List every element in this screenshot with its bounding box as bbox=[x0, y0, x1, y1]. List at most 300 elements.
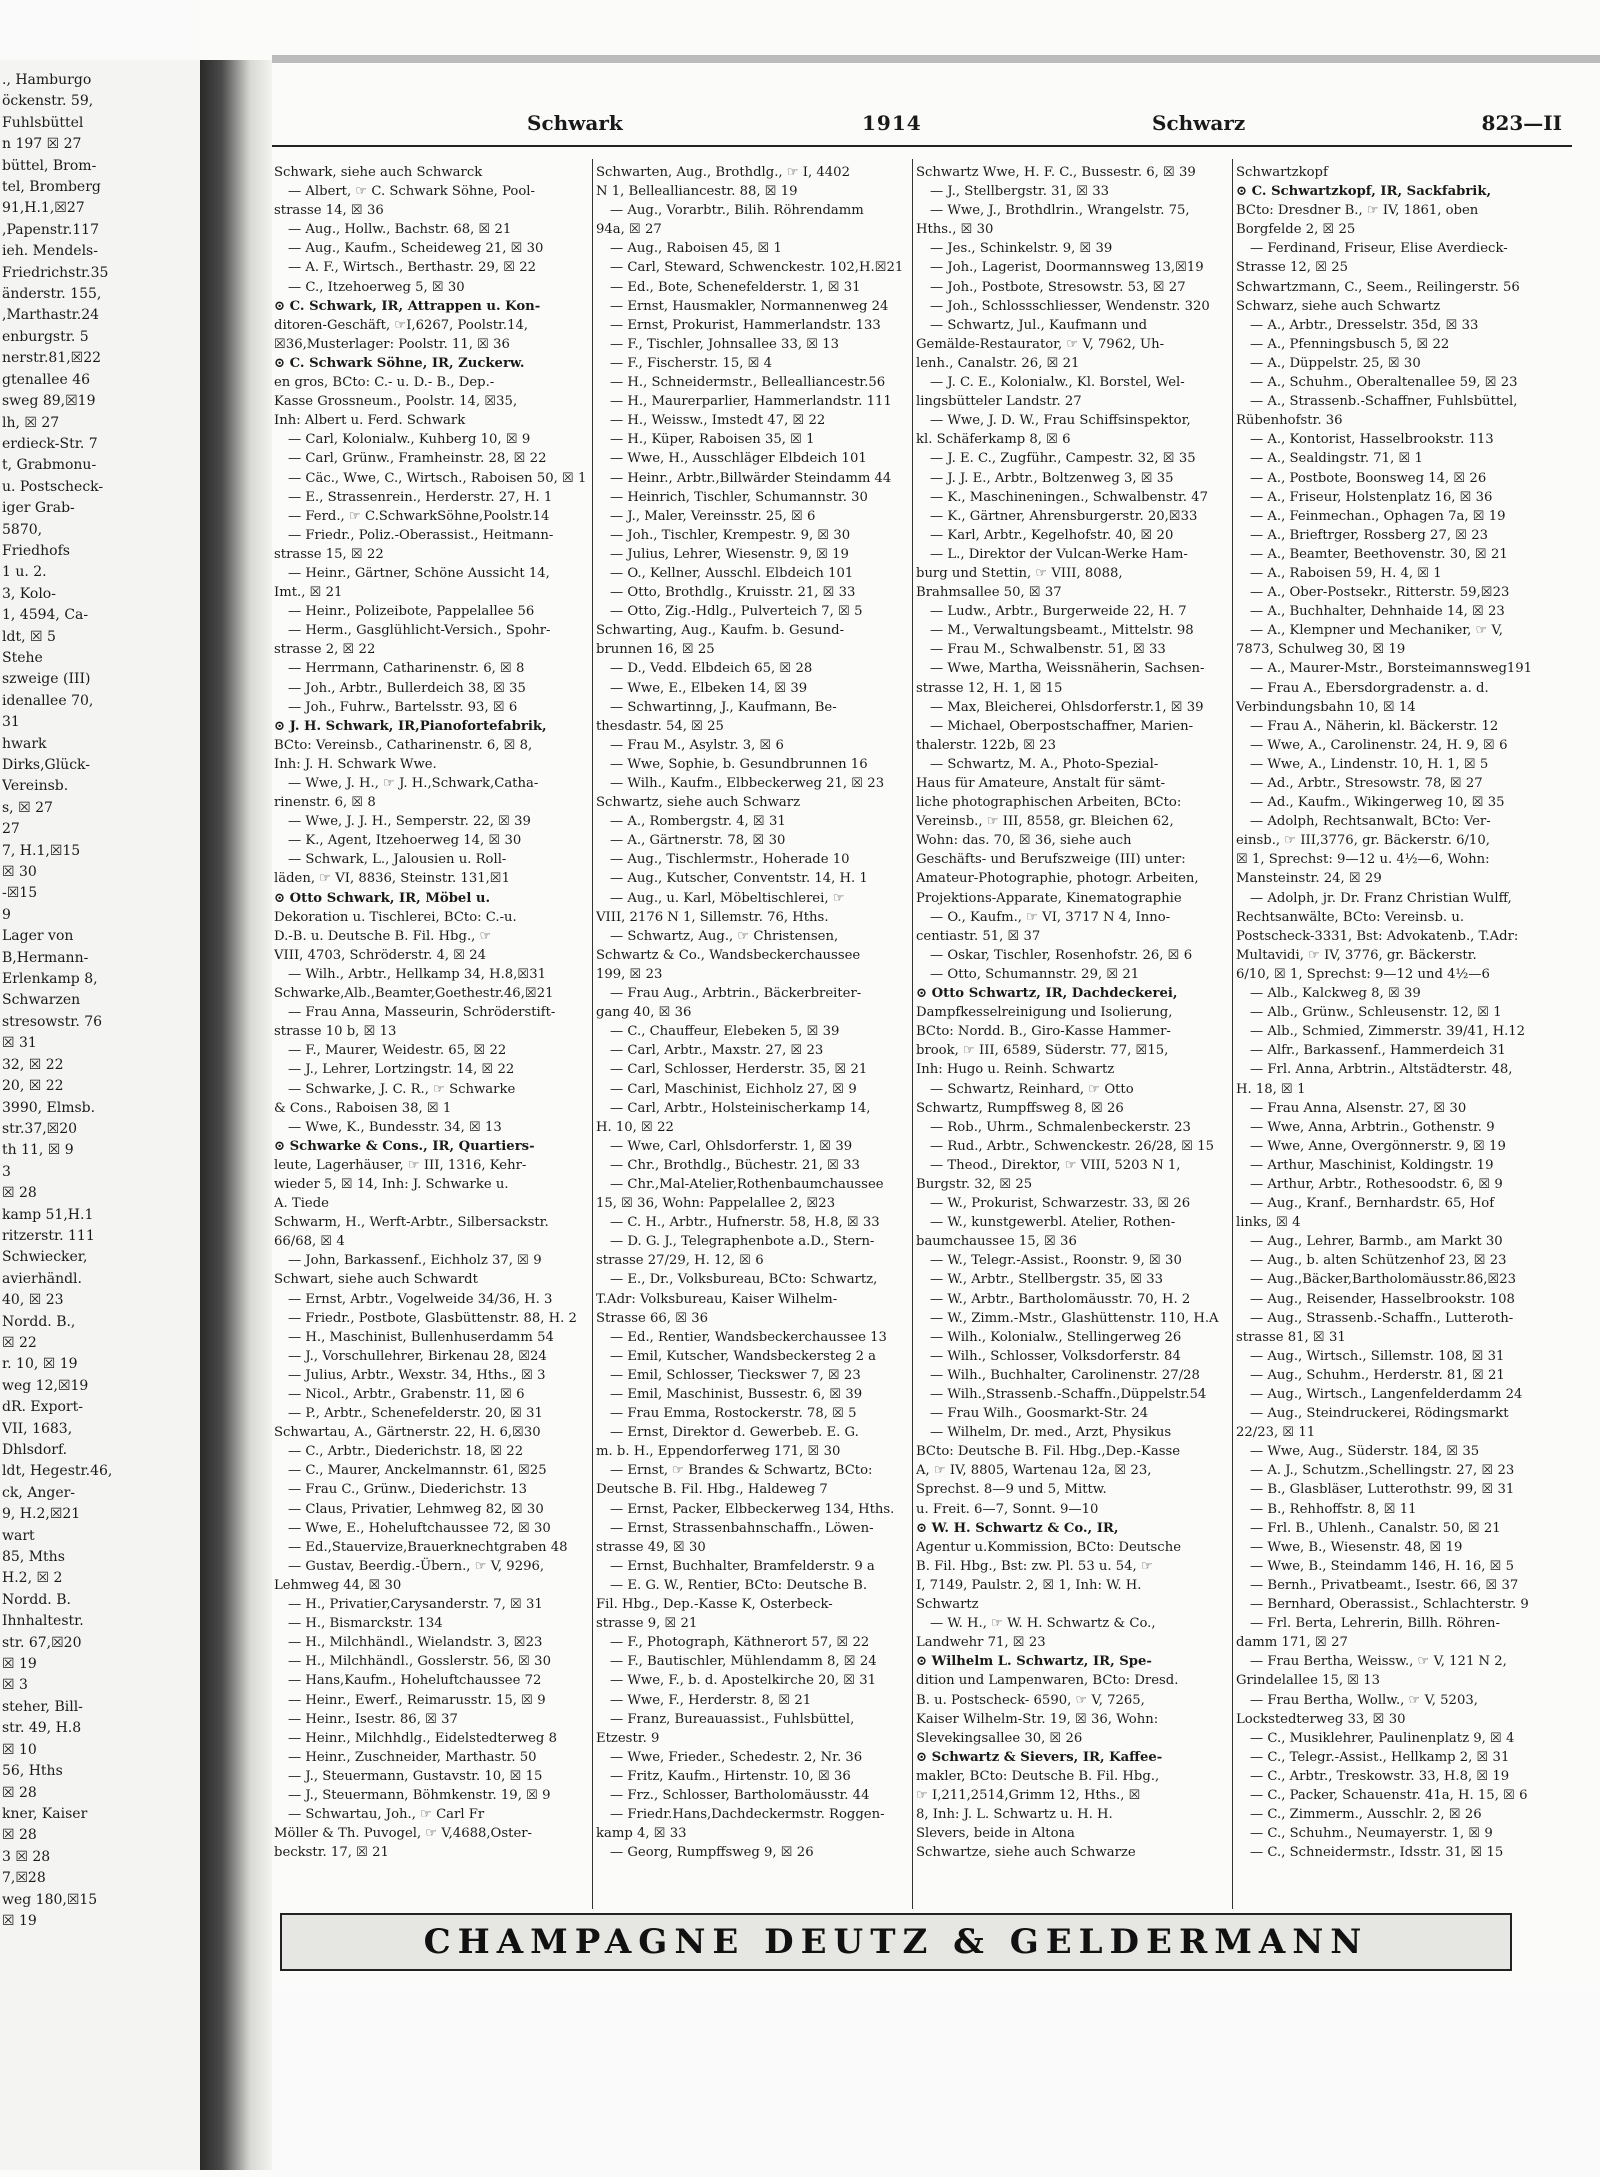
directory-entry-line: strasse 81, ☒ 31 bbox=[1236, 1329, 1346, 1345]
directory-entry-line: H. 18, ☒ 1 bbox=[1236, 1081, 1306, 1097]
directory-entry-line: — Heinr., Polizeibote, Pappelallee 56 bbox=[288, 604, 535, 620]
directory-entry-line: — A. J., Schutzm.,Schellingstr. 27, ☒ 23 bbox=[1250, 1463, 1515, 1479]
advertisement-text: CHAMPAGNE DEUTZ & GELDERMANN bbox=[423, 1922, 1369, 1962]
directory-entry-line: — Schwartau, Joh., ☞ Carl Fr bbox=[288, 1807, 485, 1823]
fragment-line: 3 bbox=[2, 1163, 11, 1180]
directory-entry-line: BCto: Dresdner B., ☞ IV, 1861, oben bbox=[1236, 203, 1479, 219]
directory-entry-line: liche photographischen Arbeiten, BCto: bbox=[916, 795, 1182, 811]
directory-entry-line: Schwartz bbox=[916, 1597, 979, 1613]
directory-entry-line: — F., Fischerstr. 15, ☒ 4 bbox=[610, 355, 773, 371]
fragment-line: 20, ☒ 22 bbox=[2, 1078, 64, 1095]
fragment-line: 85, Mths bbox=[2, 1549, 65, 1566]
fragment-line: t, Grabmonu- bbox=[2, 457, 97, 474]
directory-entry-line: — Schwark, L., Jalousien u. Roll- bbox=[288, 852, 507, 868]
directory-entry-line: — Alb., Kalckweg 8, ☒ 39 bbox=[1250, 986, 1421, 1002]
fragment-line: iger Grab- bbox=[2, 500, 75, 517]
directory-entry-line: — Wilh., Buchhalter, Carolinenstr. 27/28 bbox=[930, 1367, 1200, 1383]
fragment-line: s, ☒ 27 bbox=[2, 799, 53, 816]
directory-entry-line: — A., Feinmechan., Ophagen 7a, ☒ 19 bbox=[1250, 508, 1506, 524]
fragment-line: 5870, bbox=[2, 521, 43, 538]
directory-entry-line: Schwartzmann, C., Seem., Reilingerstr. 56 bbox=[1236, 279, 1520, 295]
directory-entry-line: burg und Stettin, ☞ VIII, 8088, bbox=[916, 565, 1123, 581]
directory-entry-line: ⊙ J. H. Schwark, IR,Pianofortefabrik, bbox=[274, 718, 547, 734]
directory-entry-line: — Chr.,Mal-Atelier,Rothenbaumchaussee bbox=[610, 1176, 884, 1192]
fragment-line: ☒ 31 bbox=[2, 1035, 37, 1052]
directory-entry-line: — Aug., Hollw., Bachstr. 68, ☒ 21 bbox=[288, 222, 512, 238]
directory-entry-line: — Frau Aug., Arbtrin., Bäckerbreiter- bbox=[610, 986, 862, 1002]
directory-entry-line: Agentur u.Kommission, BCto: Deutsche bbox=[916, 1539, 1181, 1555]
directory-entry-line: — Frl. Berta, Lehrerin, Billh. Röhren- bbox=[1250, 1616, 1500, 1632]
directory-entry-line: — H., Schneidermstr., Bellealliancestr.56 bbox=[610, 375, 886, 391]
directory-entry-line: — Adolph, Rechtsanwalt, BCto: Ver- bbox=[1250, 814, 1491, 830]
header-right-keyword: Schwarz bbox=[1152, 111, 1246, 135]
directory-entry-line: — Rob., Uhrm., Schmalenbeckerstr. 23 bbox=[930, 1119, 1191, 1135]
directory-entry-line: — Frl. Anna, Arbtrin., Altstädterstr. 48, bbox=[1250, 1062, 1513, 1078]
directory-entry-line: — W. H., ☞ W. H. Schwartz & Co., bbox=[930, 1616, 1156, 1632]
directory-entry-line: — Aug., Kutscher, Conventstr. 14, H. 1 bbox=[610, 871, 868, 887]
fragment-line: ☒ 28 bbox=[2, 1784, 37, 1801]
directory-entry-line: — Friedr., Postbote, Glasbüttenstr. 88, H. 2 bbox=[288, 1310, 577, 1326]
directory-entry-line: Vereinsb., ☞ III, 8558, gr. Bleichen 62, bbox=[916, 814, 1174, 830]
directory-entry-line: Amateur-Photographie, photogr. Arbeiten, bbox=[916, 871, 1199, 887]
directory-entry-line: ☒36,Musterlager: Poolstr. 11, ☒ 36 bbox=[274, 336, 510, 352]
fragment-line: enburgstr. 5 bbox=[2, 328, 89, 345]
directory-column-1 bbox=[274, 163, 589, 1863]
directory-entry-line: Schwarm, H., Werft-Arbtr., Silbersackstr. bbox=[274, 1215, 549, 1231]
directory-entry-line: — J. J. E., Arbtr., Boltzenweg 3, ☒ 35 bbox=[930, 470, 1174, 486]
fragment-line: str.37,☒20 bbox=[2, 1120, 78, 1137]
directory-entry-line: — Ed., Bote, Schenefelderstr. 1, ☒ 31 bbox=[610, 279, 861, 295]
fragment-line: Dirks,Glück- bbox=[2, 757, 90, 773]
fragment-line: Friedrichstr.35 bbox=[2, 264, 109, 281]
fragment-line: Ihnhaltestr. bbox=[2, 1613, 84, 1630]
directory-entry-line: — Joh., Schlossschliesser, Wendenstr. 320 bbox=[930, 298, 1210, 314]
directory-entry-line: — A., Düppelstr. 25, ☒ 30 bbox=[1250, 355, 1421, 371]
fragment-line: ldt, ☒ 5 bbox=[2, 628, 56, 645]
directory-entry-line: — Otto, Zig.-Hdlg., Pulverteich 7, ☒ 5 bbox=[610, 604, 863, 620]
directory-entry-line: — Arthur, Arbtr., Rothesoodstr. 6, ☒ 9 bbox=[1250, 1176, 1503, 1192]
directory-entry-line: Schwartz, Rumpffsweg 8, ☒ 26 bbox=[916, 1100, 1124, 1116]
directory-entry-line: strasse 10 b, ☒ 13 bbox=[274, 1024, 397, 1040]
directory-entry-line: — Carl, Schlosser, Herderstr. 35, ☒ 21 bbox=[610, 1062, 868, 1078]
directory-entry-line: thesdastr. 54, ☒ 25 bbox=[596, 718, 724, 734]
directory-entry-line: — Ernst, ☞ Brandes & Schwartz, BCto: bbox=[610, 1463, 873, 1479]
directory-entry-line: — Franz, Bureauassist., Fuhlsbüttel, bbox=[610, 1711, 855, 1727]
directory-entry-line: ☒ 1, Sprechst: 9—12 u. 4½—6, Wohn: bbox=[1236, 852, 1490, 868]
directory-entry-line: — Frau A., Ebersdorgradenstr. a. d. bbox=[1250, 680, 1489, 696]
fragment-line: hwark bbox=[2, 735, 47, 752]
directory-entry-line: Verbindungsbahn 10, ☒ 14 bbox=[1236, 699, 1416, 715]
fragment-line: idenallee 70, bbox=[2, 692, 94, 709]
directory-entry-line: Schwartze, siehe auch Schwarze bbox=[916, 1845, 1136, 1861]
directory-entry-line: — Aug., Wirtsch., Langenfelderdamm 24 bbox=[1250, 1387, 1523, 1402]
fragment-line: büttel, Brom- bbox=[2, 157, 97, 174]
fragment-line: sweg 89,☒19 bbox=[2, 393, 96, 410]
directory-entry-line: A. Tiede bbox=[274, 1196, 329, 1212]
directory-entry-line: — Alb., Grünw., Schleusenstr. 12, ☒ 1 bbox=[1250, 1005, 1502, 1021]
directory-entry-line: Grindelallee 15, ☒ 13 bbox=[1236, 1673, 1381, 1689]
directory-entry-line: — A., Schuhm., Oberaltenallee 59, ☒ 23 bbox=[1250, 375, 1518, 391]
directory-entry-line: — F., Maurer, Weidestr. 65, ☒ 22 bbox=[288, 1043, 507, 1059]
directory-entry-line: — J., Vorschullehrer, Birkenau 28, ☒24 bbox=[288, 1348, 547, 1364]
fragment-line: r. 10, ☒ 19 bbox=[2, 1356, 78, 1373]
directory-entry-line: — Ed., Rentier, Wandsbeckerchaussee 13 bbox=[610, 1329, 887, 1345]
directory-entry-line: — J., Maler, Vereinsstr. 25, ☒ 6 bbox=[610, 508, 816, 524]
directory-entry-line: — Frau M., Schwalbenstr. 51, ☒ 33 bbox=[930, 642, 1166, 658]
directory-entry-line: — Joh., Lagerist, Doormannsweg 13,☒19 bbox=[930, 260, 1204, 276]
directory-entry-line: Lockstedterweg 33, ☒ 30 bbox=[1236, 1711, 1406, 1727]
directory-entry-line: kl. Schäferkamp 8, ☒ 6 bbox=[916, 432, 1071, 448]
directory-entry-line bbox=[274, 1862, 589, 1863]
directory-entry-line: strasse 2, ☒ 22 bbox=[274, 642, 376, 658]
directory-entry-line: strasse 12, H. 1, ☒ 15 bbox=[916, 680, 1063, 696]
fragment-line: Erlenkamp 8, bbox=[2, 971, 98, 988]
directory-entry-line: — J. E. C., Zugführ., Campestr. 32, ☒ 35 bbox=[930, 451, 1196, 467]
directory-entry-line: — A. F., Wirtsch., Berthastr. 29, ☒ 22 bbox=[288, 260, 537, 276]
fragment-line: ritzerstr. 111 bbox=[2, 1227, 95, 1244]
directory-entry-line: Sprechst. 8—9 und 5, Mittw. bbox=[916, 1482, 1107, 1498]
directory-entry-line: — Emil, Schlosser, Tieckswег 7, ☒ 23 bbox=[610, 1367, 861, 1383]
fragment-line: stresowstr. 76 bbox=[2, 1013, 103, 1030]
directory-entry-line: läden, ☞ VI, 8836, Steinstr. 131,☒1 bbox=[274, 871, 511, 887]
directory-entry-line: — Joh., Fuhrw., Bartelsstr. 93, ☒ 6 bbox=[288, 699, 518, 715]
directory-entry-line: — Ad., Arbtr., Stresowstr. 78, ☒ 27 bbox=[1250, 776, 1483, 791]
fragment-line: B,Hermann- bbox=[2, 949, 89, 966]
directory-entry-line: — Ferd., ☞ C.SchwarkSöhne,Poolstr.14 bbox=[288, 508, 550, 524]
directory-entry-line: — Alfr., Barkassenf., Hammerdeich 31 bbox=[1250, 1043, 1506, 1059]
directory-entry-line: — Aug., u. Karl, Möbeltischlerei, ☞ bbox=[610, 890, 845, 906]
directory-entry-line: — Karl, Arbtr., Kegelhofstr. 40, ☒ 20 bbox=[930, 527, 1174, 543]
fragment-line: ☒ 30 bbox=[2, 864, 37, 881]
directory-entry-line: — J. C. E., Kolonialw., Kl. Borstel, Wel- bbox=[930, 375, 1185, 391]
directory-entry-line: — Carl, Maschinist, Eichholz 27, ☒ 9 bbox=[610, 1081, 857, 1097]
fragment-line: öckenstr. 59, bbox=[2, 93, 94, 110]
directory-entry-line: — Wilh., Schlosser, Volksdorferstr. 84 bbox=[930, 1348, 1181, 1364]
directory-entry-line: — Ed.,Stauervize,Brauerknechtgraben 48 bbox=[288, 1539, 568, 1555]
directory-entry-line: 199, ☒ 23 bbox=[596, 966, 663, 982]
directory-entry-line: ⊙ Schwartz & Sievers, IR, Kaffee- bbox=[916, 1749, 1163, 1765]
directory-entry-line: — W., kunstgewerbl. Atelier, Rothen- bbox=[930, 1215, 1176, 1231]
fragment-line: Lager von bbox=[2, 928, 74, 945]
previous-page-fragment bbox=[0, 60, 202, 2170]
directory-entry-line: — W., Arbtr., Stellbergstr. 35, ☒ 33 bbox=[930, 1272, 1164, 1288]
directory-entry-line: — Claus, Privatier, Lehmweg 82, ☒ 30 bbox=[288, 1501, 544, 1517]
directory-entry-line: — D., Vedd. Elbdeich 65, ☒ 28 bbox=[610, 661, 813, 677]
directory-entry-line bbox=[1236, 1862, 1551, 1863]
directory-entry-line: dition und Lampenwaren, BCto: Dresd. bbox=[916, 1673, 1179, 1689]
fragment-line: H.2, ☒ 2 bbox=[2, 1570, 63, 1587]
fragment-line: 40, ☒ 23 bbox=[2, 1292, 64, 1309]
directory-entry-line: — Schwartz, Aug., ☞ Christensen, bbox=[610, 928, 839, 944]
directory-entry-line: — Wwe, Anna, Arbtrin., Gothenstr. 9 bbox=[1250, 1119, 1495, 1135]
directory-entry-line: — Emil, Kutscher, Wandsbeckersteg 2 a bbox=[610, 1348, 877, 1364]
directory-entry-line: baumchaussee 15, ☒ 36 bbox=[916, 1234, 1077, 1250]
directory-entry-line: strasse 15, ☒ 22 bbox=[274, 546, 384, 562]
directory-entry-line: — H., Bismarckstr. 134 bbox=[288, 1616, 443, 1632]
directory-entry-line: — A., Sealdingstr. 71, ☒ 1 bbox=[1250, 451, 1423, 467]
directory-entry-line: — Heinr., Arbtr.,Billwärder Steindamm 44 bbox=[610, 470, 892, 486]
directory-entry-line: — Ernst, Direktor d. Gewerbeb. E. G. bbox=[610, 1425, 859, 1441]
fragment-line: avierhändl. bbox=[2, 1270, 82, 1287]
fragment-line: 1 u. 2. bbox=[2, 564, 47, 581]
directory-page bbox=[272, 63, 1572, 2083]
directory-entry-line: — W., Telegr.-Assist., Roonstr. 9, ☒ 30 bbox=[930, 1253, 1182, 1269]
fragment-line: 7,☒28 bbox=[2, 1870, 46, 1887]
directory-entry-line: Lehmweg 44, ☒ 30 bbox=[274, 1577, 402, 1593]
directory-entry-line: — Aug., Strassenb.-Schaffn., Lutteroth- bbox=[1250, 1310, 1514, 1326]
directory-entry-line: — Schwartz, Reinhard, ☞ Otto bbox=[930, 1081, 1134, 1097]
directory-entry-line: Etzestr. 9 bbox=[596, 1730, 660, 1746]
directory-entry-line: — Jes., Schinkelstr. 9, ☒ 39 bbox=[930, 241, 1113, 257]
directory-entry-line: — Wilh., Kolonialw., Stellingerweg 26 bbox=[930, 1329, 1182, 1345]
directory-entry-line: — K., Maschineningen., Schwalbenstr. 47 bbox=[930, 489, 1208, 505]
directory-entry-line: — Aug., Vorarbtr., Bilih. Röhrendamm bbox=[610, 203, 864, 219]
directory-entry-line: — Georg, Rumpffsweg 9, ☒ 26 bbox=[610, 1845, 814, 1861]
directory-entry-line: — W., Arbtr., Bartholomäusstr. 70, H. 2 bbox=[930, 1291, 1191, 1307]
fragment-line: n 197 ☒ 27 bbox=[2, 136, 82, 153]
directory-entry-line: links, ☒ 4 bbox=[1236, 1215, 1301, 1231]
directory-entry-line: — Frau Anna, Alsenstr. 27, ☒ 30 bbox=[1250, 1100, 1467, 1116]
directory-entry-line: — Frau Wilh., Goosmarkt-Str. 24 bbox=[930, 1406, 1149, 1422]
fragment-line: 32, ☒ 22 bbox=[2, 1056, 64, 1073]
directory-entry-line: — Frau Bertha, Wollw., ☞ V, 5203, bbox=[1250, 1692, 1478, 1708]
directory-entry-line: — Wwe, J., Brothdlrin., Wrangelstr. 75, bbox=[930, 203, 1190, 219]
directory-entry-line: — B., Rehhoffstr. 8, ☒ 11 bbox=[1250, 1501, 1417, 1517]
directory-entry-line: Schwarz, siehe auch Schwartz bbox=[1236, 298, 1441, 314]
directory-entry-line: — Schwartz, M. A., Photo-Spezial- bbox=[930, 756, 1159, 772]
directory-entry-line: makler, BCto: Deutsche B. Fil. Hbg., bbox=[916, 1768, 1160, 1784]
directory-entry-line: — Wwe, Anne, Overgönnerstr. 9, ☒ 19 bbox=[1250, 1138, 1506, 1154]
directory-entry-line: — O., Kellner, Ausschl. Elbdeich 101 bbox=[610, 565, 854, 581]
directory-entry-line: — Arthur, Maschinist, Koldingstr. 19 bbox=[1250, 1157, 1494, 1173]
directory-entry-line: brook, ☞ III, 6589, Süderstr. 77, ☒15, bbox=[916, 1043, 1169, 1059]
directory-entry-line: — F., Tischler, Johnsallee 33, ☒ 13 bbox=[610, 336, 840, 352]
directory-entry-line: Schwarke,Alb.,Beamter,Goethestr.46,☒21 bbox=[274, 986, 554, 1002]
directory-entry-line: — H., Privatier,Carysanderstr. 7, ☒ 31 bbox=[288, 1597, 543, 1613]
directory-entry-line: — K., Gärtner, Ahrensburgerstr. 20,☒33 bbox=[930, 508, 1198, 524]
directory-entry-line: — Frau Bertha, Weissw., ☞ V, 121 N 2, bbox=[1250, 1654, 1507, 1670]
fragment-line: gtenallee 46 bbox=[2, 371, 91, 388]
directory-entry-line: rinenstr. 6, ☒ 8 bbox=[274, 795, 376, 811]
directory-entry-line: ⊙ W. H. Schwartz & Co., IR, bbox=[916, 1520, 1119, 1536]
directory-entry-line: — Wwe, A., Lindenstr. 10, H. 1, ☒ 5 bbox=[1250, 756, 1489, 772]
directory-entry-line: — B., Glasbläser, Lutterothstr. 99, ☒ 31 bbox=[1250, 1482, 1515, 1498]
fragment-line: 56, Hths bbox=[2, 1763, 63, 1780]
directory-entry-line: — Rud., Arbtr., Schwenckestr. 26/28, ☒ 15 bbox=[930, 1138, 1214, 1154]
directory-entry-line: Slevekingsallee 30, ☒ 26 bbox=[916, 1730, 1083, 1746]
directory-entry-line: — Ludw., Arbtr., Burgerweide 22, H. 7 bbox=[930, 604, 1187, 620]
directory-entry-line: — Fritz, Kaufm., Hirtenstr. 10, ☒ 36 bbox=[610, 1768, 851, 1784]
directory-entry-line: — Gustav, Beerdig.-Übern., ☞ V, 9296, bbox=[288, 1558, 545, 1574]
directory-entry-line: — Ernst, Arbtr., Vogelweide 34/36, H. 3 bbox=[288, 1291, 553, 1307]
directory-entry-line: — J., Lehrer, Lortzingstr. 14, ☒ 22 bbox=[288, 1062, 515, 1078]
directory-entry-line: — Friedr.Hans,Dachdeckermstr. Roggen- bbox=[610, 1807, 885, 1823]
directory-entry-line: — Friedr., Poliz.-Oberassist., Heitmann- bbox=[288, 527, 554, 543]
directory-entry-line: I, 7149, Paulstr. 2, ☒ 1, Inh: W. H. bbox=[916, 1577, 1142, 1593]
fragment-line: 1, 4594, Ca- bbox=[2, 607, 89, 624]
fragment-line: erdieck-Str. 7 bbox=[2, 435, 98, 452]
page-header bbox=[272, 105, 1572, 147]
directory-entry-line: — A., Postbote, Boonsweg 14, ☒ 26 bbox=[1250, 470, 1487, 486]
fragment-line: 3, Kolo- bbox=[2, 585, 56, 602]
directory-entry-line: strasse 49, ☒ 30 bbox=[596, 1539, 706, 1555]
directory-entry-line: BCto: Nordd. B., Giro-Kasse Hammer- bbox=[916, 1024, 1171, 1040]
fragment-line: 7, H.1,☒15 bbox=[2, 842, 81, 859]
directory-entry-line: Schwartzkopf bbox=[1236, 165, 1328, 180]
directory-entry-line: 22/23, ☒ 11 bbox=[1236, 1425, 1316, 1441]
directory-entry-line: — Alb., Schmied, Zimmerstr. 39/41, H.12 bbox=[1250, 1024, 1526, 1040]
directory-entry-line: — C., Maurer, Anckelmannstr. 61, ☒25 bbox=[288, 1463, 547, 1479]
fragment-line: dR. Export- bbox=[2, 1399, 83, 1416]
directory-entry-line: Hths., ☒ 30 bbox=[916, 222, 994, 238]
directory-entry-line: — Joh., Postbote, Stresowstr. 53, ☒ 27 bbox=[930, 279, 1186, 295]
directory-entry-line: — E. G. W., Rentier, BCto: Deutsche B. bbox=[610, 1577, 868, 1593]
directory-entry-line: Fil. Hbg., Dep.-Kasse K, Osterbeck- bbox=[596, 1597, 833, 1613]
directory-entry-line: Postscheck-3331, Bst: Advokatenb., T.Adr: bbox=[1236, 928, 1519, 944]
directory-entry-line: — C., Itzehoerweg 5, ☒ 30 bbox=[288, 279, 465, 295]
directory-entry-line: — Heinr., Gärtner, Schöne Aussicht 14, bbox=[288, 565, 550, 581]
fragment-line: ☒ 28 bbox=[2, 1185, 37, 1202]
directory-entry-line: T.Adr: Volksbureau, Kaiser Wilhelm- bbox=[596, 1291, 838, 1307]
directory-entry-line: Slevers, beide in Altona bbox=[916, 1826, 1075, 1842]
directory-entry-line: — Schwartinng, J., Kaufmann, Be- bbox=[610, 699, 837, 715]
directory-entry-line: leute, Lagerhäuser, ☞ III, 1316, Kehr- bbox=[274, 1157, 527, 1173]
fragment-line: ☒ 19 bbox=[2, 1656, 37, 1673]
fragment-line: str. 49, H.8 bbox=[2, 1720, 82, 1737]
directory-entry-line: Kasse Grossneum., Poolstr. 14, ☒35, bbox=[274, 394, 518, 410]
directory-entry-line: Wohn: das. 70, ☒ 36, siehe auch bbox=[916, 833, 1132, 849]
directory-entry-line: — Wwe, F., b. d. Apostelkirche 20, ☒ 31 bbox=[610, 1673, 877, 1689]
directory-entry-line: — A., Buchhalter, Dehnhaide 14, ☒ 23 bbox=[1250, 604, 1505, 620]
page-bottom-margin bbox=[272, 1985, 1600, 2177]
directory-entry-line: gang 40, ☒ 36 bbox=[596, 1005, 692, 1021]
fragment-line: szweige (III) bbox=[2, 671, 91, 688]
directory-entry-line: — Frau Anna, Masseurin, Schröderstift- bbox=[288, 1005, 556, 1021]
directory-entry-line: damm 171, ☒ 27 bbox=[1236, 1635, 1348, 1651]
directory-entry-line: B. Fil. Hbg., Bst: zw. Pl. 53 u. 54, ☞ bbox=[916, 1558, 1153, 1574]
directory-entry-line: — Carl, Kolonialw., Kuhberg 10, ☒ 9 bbox=[288, 432, 531, 448]
directory-entry-line: — Wwe, J. J. H., Semperstr. 22, ☒ 39 bbox=[288, 814, 531, 830]
directory-entry-line: — A., Gärtnerstr. 78, ☒ 30 bbox=[610, 833, 786, 849]
directory-entry-line: 94a, ☒ 27 bbox=[596, 222, 662, 238]
directory-entry-line: — Aug., b. alten Schützenhof 23, ☒ 23 bbox=[1250, 1253, 1507, 1269]
directory-entry-line: Schwartz & Co., Wandsbeckerchaussee bbox=[596, 947, 861, 963]
directory-entry-line: — P., Arbtr., Schenefelderstr. 20, ☒ 31 bbox=[288, 1406, 543, 1422]
directory-entry-line: Multavidi, ☞ IV, 3776, gr. Bäckerstr. bbox=[1236, 947, 1477, 963]
directory-entry-line: — C., Zimmerm., Ausschlr. 2, ☒ 26 bbox=[1250, 1807, 1482, 1823]
directory-entry-line: — Aug., Kaufm., Scheideweg 21, ☒ 30 bbox=[288, 241, 544, 257]
fragment-line: wart bbox=[2, 1527, 35, 1544]
directory-entry-line: — A., Brieftrger, Rossberg 27, ☒ 23 bbox=[1250, 527, 1489, 543]
fragment-line: 9 bbox=[2, 906, 11, 923]
fragment-line: kamp 51,H.1 bbox=[2, 1206, 94, 1223]
fragment-line: th 11, ☒ 9 bbox=[2, 1142, 74, 1159]
directory-entry-line: — Herm., Gasglühlicht-Versich., Spohr- bbox=[288, 623, 551, 639]
directory-entry-line: — Wwe, Sophie, b. Gesundbrunnen 16 bbox=[610, 756, 868, 772]
directory-entry-line: — Wwe, B., Wiesenstr. 48, ☒ 19 bbox=[1250, 1539, 1463, 1555]
directory-entry-line: — Aug., Steindruckerei, Rödingsmarkt bbox=[1250, 1406, 1509, 1422]
directory-entry-line: ⊙ Otto Schwartz, IR, Dachdeckerei, bbox=[916, 986, 1178, 1002]
directory-entry-line: Projektions-Apparate, Kinematographie bbox=[916, 890, 1182, 906]
directory-entry-line: Borgfelde 2, ☒ 25 bbox=[1236, 222, 1356, 238]
directory-entry-line: — O., Kaufm., ☞ VI, 3717 N 4, Inno- bbox=[930, 909, 1171, 925]
directory-entry-line: — Max, Bleicherei, Ohlsdorferstr.1, ☒ 39 bbox=[930, 699, 1204, 715]
directory-entry-line: — Oskar, Tischler, Rosenhofstr. 26, ☒ 6 bbox=[930, 947, 1193, 963]
fragment-line: -☒15 bbox=[2, 885, 38, 902]
directory-entry-line: m. b. H., Eppendorferweg 171, ☒ 30 bbox=[596, 1444, 841, 1460]
directory-entry-line: — Wwe, J. D. W., Frau Schiffsinspektor, bbox=[930, 413, 1191, 429]
directory-entry-line: — W., Prokurist, Schwarzestr. 33, ☒ 26 bbox=[930, 1196, 1191, 1212]
fragment-line: u. Postscheck- bbox=[2, 478, 104, 495]
directory-entry-line: — Heinr., Ewerf., Reimarusstr. 15, ☒ 9 bbox=[288, 1692, 546, 1708]
directory-entry-line: Inh: J. H. Schwark Wwe. bbox=[274, 756, 437, 772]
directory-entry-line: — Aug., Wirtsch., Sillemstr. 108, ☒ 31 bbox=[1250, 1348, 1505, 1364]
directory-entry-line: — J., Steuermann, Böhmkenstr. 19, ☒ 9 bbox=[288, 1787, 551, 1803]
directory-entry-line: — F., Bautischler, Mühlendamm 8, ☒ 24 bbox=[610, 1654, 877, 1670]
directory-entry-line: Strasse 66, ☒ 36 bbox=[596, 1310, 708, 1326]
directory-entry-line: H. 10, ☒ 22 bbox=[596, 1119, 674, 1135]
fragment-line: Friedhofs bbox=[2, 542, 70, 559]
directory-entry-line: ☞ I,211,2514,Grimm 12, Hths., ☒ bbox=[916, 1787, 1141, 1803]
directory-entry-line: — A., Ober-Postsekr., Ritterstr. 59,☒23 bbox=[1250, 585, 1510, 601]
directory-entry-line: — Otto, Schumannstr. 29, ☒ 21 bbox=[930, 966, 1140, 982]
directory-entry-line: & Cons., Raboisen 38, ☒ 1 bbox=[274, 1100, 452, 1116]
directory-entry-line: — E., Strassenrein., Herderstr. 27, H. 1 bbox=[288, 489, 553, 505]
directory-entry-line: — H., Maschinist, Bullenhuserdamm 54 bbox=[288, 1329, 554, 1345]
directory-entry-line: — Ernst, Buchhalter, Bramfelderstr. 9 a bbox=[610, 1558, 875, 1574]
directory-entry-line: — W., Zimm.-Mstr., Glashüttenstr. 110, H.A bbox=[930, 1310, 1219, 1326]
directory-entry-line: — K., Agent, Itzehoerweg 14, ☒ 30 bbox=[288, 833, 522, 849]
fragment-line: ☒ 28 bbox=[2, 1827, 37, 1844]
directory-entry-line: — D. G. J., Telegraphenbote a.D., Stern- bbox=[610, 1234, 875, 1250]
page-top-edge bbox=[272, 55, 1600, 63]
fragment-line: 91,H.1,☒27 bbox=[2, 200, 85, 217]
fragment-line: tel, Bromberg bbox=[2, 179, 101, 196]
fragment-line: 3990, Elmsb. bbox=[2, 1099, 96, 1116]
directory-entry-line: — Julius, Arbtr., Wexstr. 34, Hths., ☒ 3 bbox=[288, 1367, 546, 1383]
directory-entry-line: wieder 5, ☒ 14, Inh: J. Schwarke u. bbox=[274, 1176, 509, 1192]
directory-entry-line: — Ernst, Prokurist, Hammerlandstr. 133 bbox=[610, 317, 881, 333]
directory-entry-line: — Ernst, Hausmakler, Normannenweg 24 bbox=[610, 298, 889, 314]
directory-entry-line: — H., Küper, Raboisen 35, ☒ 1 bbox=[610, 432, 815, 448]
directory-entry-line: Mansteinstr. 24, ☒ 29 bbox=[1236, 871, 1382, 887]
directory-entry-line: — Ernst, Packer, Elbbeckerweg 134, Hths. bbox=[610, 1501, 895, 1517]
directory-entry-line: — C., Arbtr., Diederichstr. 18, ☒ 22 bbox=[288, 1444, 524, 1460]
fragment-line: steher, Bill- bbox=[2, 1698, 83, 1715]
fragment-line: lh, ☒ 27 bbox=[2, 414, 60, 431]
directory-entry-line: D.-B. u. Deutsche B. Fil. Hbg., ☞ bbox=[274, 928, 492, 944]
directory-entry-line: — C., Packer, Schauenstr. 41a, H. 15, ☒ 6 bbox=[1250, 1787, 1528, 1803]
directory-entry-line: Brahmsallee 50, ☒ 37 bbox=[916, 585, 1062, 601]
directory-entry-line: — Carl, Steward, Schwenckestr. 102,H.☒21 bbox=[610, 260, 904, 276]
directory-entry-line: — Wwe, H., Ausschläger Elbdeich 101 bbox=[610, 451, 867, 467]
directory-entry-line: u. Freit. 6—7, Sonnt. 9—10 bbox=[916, 1501, 1099, 1517]
directory-entry-line: — C., Musiklehrer, Paulinenplatz 9, ☒ 4 bbox=[1250, 1730, 1515, 1746]
fragment-line: kner, Kaiser bbox=[2, 1805, 88, 1822]
directory-entry-line: — Joh., Arbtr., Bullerdeich 38, ☒ 35 bbox=[288, 680, 526, 696]
directory-entry-line: — A., Pfenningsbusch 5, ☒ 22 bbox=[1250, 336, 1450, 352]
directory-entry-line: kamp 4, ☒ 33 bbox=[596, 1826, 687, 1842]
column-divider bbox=[592, 159, 593, 1909]
fragment-line: ieh. Mendels- bbox=[2, 243, 98, 260]
fragment-line: Nordd. B. bbox=[2, 1591, 71, 1608]
directory-entry-line: — Heinrich, Tischler, Schumannstr. 30 bbox=[610, 489, 868, 505]
directory-entry-line: einsb., ☞ III,3776, gr. Bäckerstr. 6/10, bbox=[1236, 833, 1490, 849]
directory-entry-line: — C., Telegr.-Assist., Hellkamp 2, ☒ 31 bbox=[1250, 1749, 1510, 1765]
directory-entry-line: Schwartz Wwe, H. F. C., Bussestr. 6, ☒ 39 bbox=[916, 165, 1196, 180]
fragment-line: ldt, Hegestr.46, bbox=[2, 1463, 113, 1480]
fragment-line: ., Hamburgo bbox=[2, 72, 92, 88]
